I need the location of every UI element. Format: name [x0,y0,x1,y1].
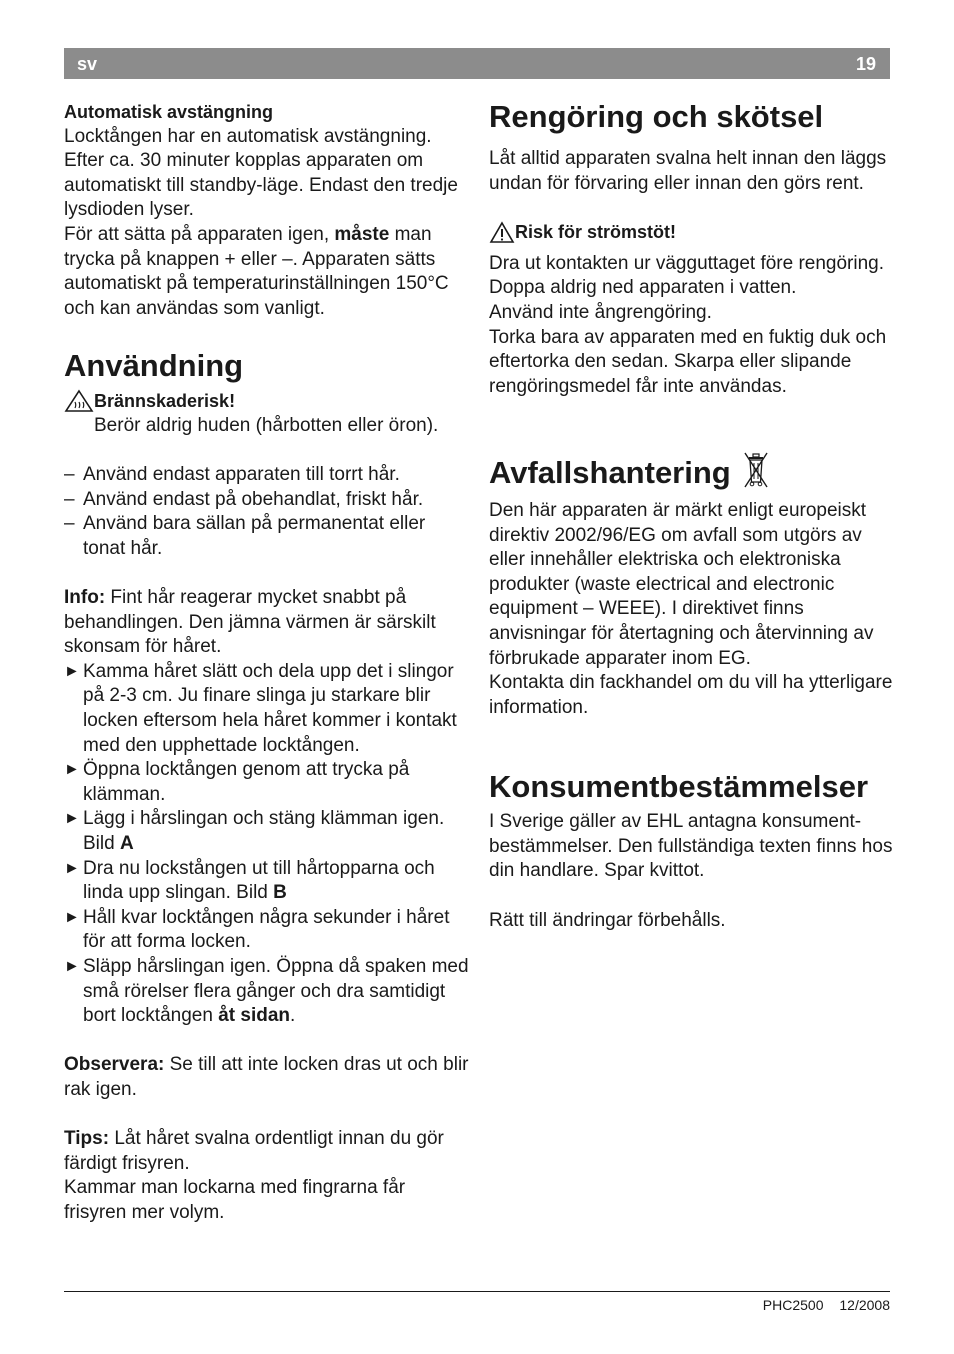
auto-off-paragraph-1: Locktången har en automatisk avstängning. Efter ca. 30 minuter kopplas apparaten om automatiskt till standby-läge. Endast den tredje lysdioden lyser. [64,125,458,221]
tips-paragraph: Tips: Låt håret svalna ordentligt innan du gör färdigt frisyren. [64,1128,444,1174]
step-item: ► Lägg i hårslingan och stäng klämman igen. Bild A [64,807,469,856]
step-item: ► Släpp hårslingan igen. Öppna då spaken med små rörelser flera gånger och dra samtidigt bort locktången åt sidan. [64,955,469,1029]
arrow-bullet-icon: ► [64,662,80,680]
cleaning-line: Doppa aldrig ned apparaten i vatten. [489,277,797,299]
cleaning-intro: Låt alltid apparaten svalna helt innan den läggs undan för förvaring eller innan den görs rent. [489,148,887,194]
cleaning-line: Dra ut kontakten ur vägguttaget före rengöring. [489,252,885,274]
right-column [489,98,894,933]
print-date: 12/2008 [839,1297,890,1313]
disposal-paragraph-2: Kontakta din fackhandel om du vill ha ytterligare information. [489,672,893,718]
auto-off-heading: Automatisk avstängning [64,102,274,122]
arrow-bullet-icon: ► [64,859,80,877]
page-number: 19 [855,54,876,74]
step-item: ► Kamma håret slätt och dela upp det i slingor på 2-3 cm. Ju finare slinga ju starkare blir locken eftersom hela håret kommer i kontakt med den upphettade locktången. [64,660,469,758]
shock-warning-heading [489,220,894,252]
arrow-bullet-icon: ► [64,908,80,926]
burn-warning-title: Brännskaderisk! [94,391,236,412]
step-item: ► Öppna locktången genom att trycka på klämman. [64,758,469,807]
usage-title: Användning [64,348,244,384]
cleaning-line: Använd inte ångrengöring. [489,301,712,323]
dash-item: – Använd bara sällan på permanentat eller tonat hår. [64,513,426,559]
tips-paragraph-2: Kammar man lockarna med fingrarna får frisyren mer volym. [64,1177,406,1223]
arrow-bullet-icon: ► [64,810,80,828]
hot-surface-warning-icon [64,389,94,421]
burn-warning-text: Berör aldrig huden (hårbotten eller öron). [94,414,439,436]
disposal-title: Avfallshantering [489,455,731,491]
model-number: PHC2500 [762,1297,824,1313]
consumer-paragraph-1: I Sverige gäller av EHL antagna konsument-bestämmelser. Den fullständiga texten finns hos din handlare. Spar kvittot. [489,811,893,882]
left-column [64,100,469,1226]
note-paragraph: Observera: Se till att inte locken dras ut och blir rak igen. [64,1054,469,1100]
arrow-bullet-icon: ► [64,761,80,779]
arrow-bullet-icon: ► [64,958,80,975]
consumer-paragraph-2: Rätt till ändringar förbehålls. [489,909,726,931]
dash-item: – Använd endast apparaten till torrt hår. [64,464,400,486]
cleaning-title: Rengöring och skötsel [489,99,824,134]
consumer-title: Konsumentbestämmelser [489,769,869,805]
disposal-paragraph-1: Den här apparaten är märkt enligt europeiskt direktiv 2002/96/EG om avfall som utgörs av eller innehåller elektriska och elektroniska produkter (waste electrical and electronic equipment – WEEE). I direktivet finns anvisningar för återtagning och återvinning av förbrukade apparater inom EG. [489,499,874,669]
language-code: sv [77,54,98,74]
footer-divider [64,1291,890,1292]
auto-off-paragraph-2: För att sätta på apparaten igen, måste man trycka på knappen + eller –. Apparaten sätts automatiskt på temperaturinställningen 150°C och kan användas som vanligt. [64,223,449,319]
crossed-out-bin-icon [739,449,773,497]
shock-warning-title: Risk för strömstöt! [515,222,677,243]
info-paragraph: Info: Fint hår reagerar mycket snabbt på behandlingen. Den jämna värmen är särskilt skonsam för håret. [64,587,436,658]
step-item: ► Dra nu lockstången ut till hårtopparna och linda upp slingan. Bild B [64,857,469,906]
page-footer [751,1297,890,1313]
dash-item: – Använd endast på obehandlat, friskt hår. [64,488,424,510]
burn-warning [64,389,469,438]
page-header-bar [64,48,890,79]
step-item: ► Håll kvar locktången några sekunder i håret för att forma locken. [64,906,469,955]
cleaning-line: Torka bara av apparaten med en fuktig duk och eftertorka den sedan. Skarpa eller slipande rengöringsmedel får inte användas. [489,326,887,397]
